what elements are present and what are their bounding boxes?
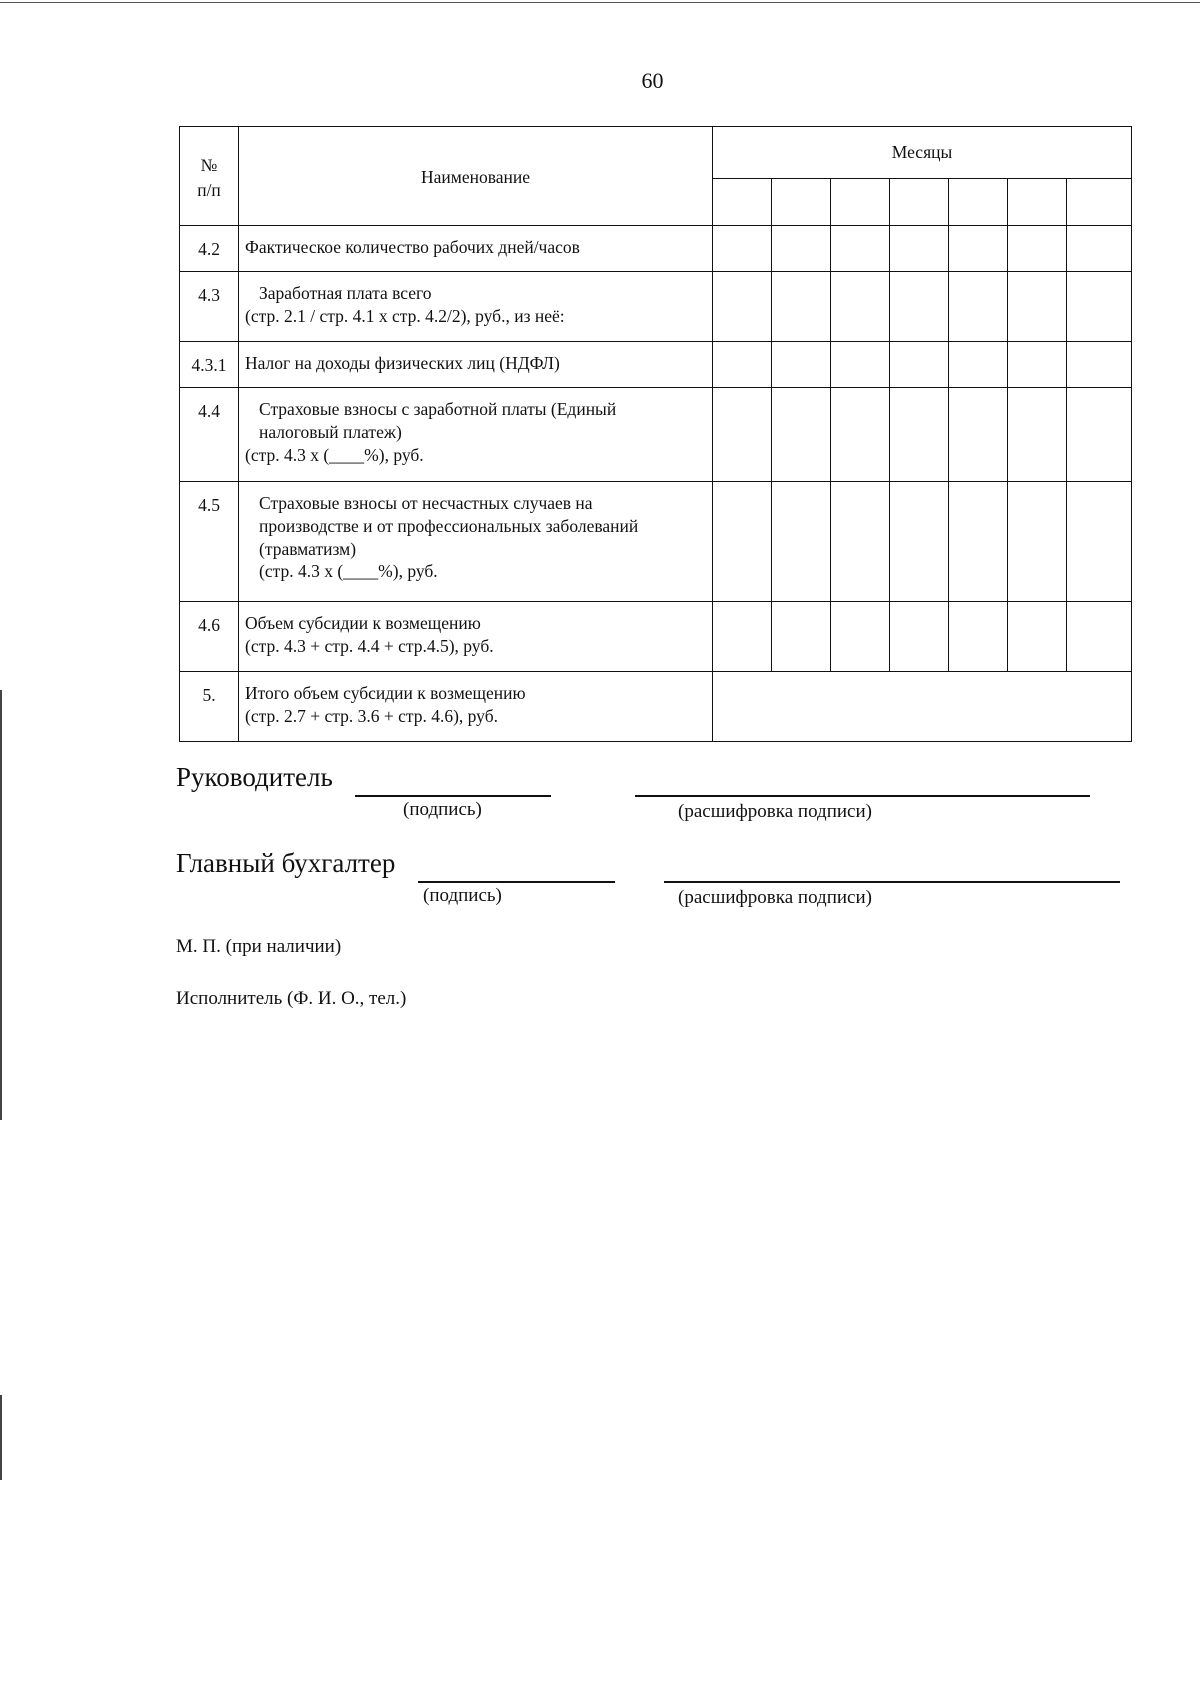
month-value-cell[interactable]	[831, 388, 890, 482]
table-row	[180, 226, 1132, 272]
row-name-line: Объем субсидии к возмещению	[245, 613, 481, 633]
row-name-line: Итого объем субсидии к возмещению	[245, 683, 526, 703]
row-name-line: производстве и от профессиональных заболеваний	[259, 515, 639, 536]
row-name-line: (травматизм)	[259, 538, 357, 559]
month-value-cell[interactable]	[949, 482, 1008, 602]
table-row	[180, 602, 1132, 672]
row-name-line: (стр. 4.3 + стр. 4.4 + стр.4.5), руб.	[245, 635, 494, 656]
accountant-name-line[interactable]	[664, 881, 1120, 883]
month-value-cell[interactable]	[1008, 482, 1067, 602]
row-number: 4.3.1	[180, 342, 239, 388]
row-name	[239, 672, 713, 742]
month-value-cell[interactable]	[1008, 602, 1067, 672]
scan-edge-line	[0, 2, 1200, 3]
month-value-cell[interactable]	[949, 602, 1008, 672]
month-value-cell[interactable]	[949, 342, 1008, 388]
row-name	[239, 602, 713, 672]
month-value-cell[interactable]	[890, 342, 949, 388]
month-value-cell[interactable]	[890, 272, 949, 342]
month-header-cell	[772, 179, 831, 226]
month-value-cell[interactable]	[1008, 342, 1067, 388]
row-number: 4.2	[180, 226, 239, 272]
month-value-cell[interactable]	[713, 388, 772, 482]
head-signature-line[interactable]	[355, 795, 551, 797]
month-value-cell[interactable]	[713, 482, 772, 602]
month-header-cell	[949, 179, 1008, 226]
row-name-line: (стр. 2.1 / стр. 4.1 х стр. 4.2/2), руб., из неё:	[245, 305, 565, 326]
month-value-cell[interactable]	[949, 388, 1008, 482]
header-months-cell: Месяцы	[713, 127, 1132, 179]
stamp-note: М. П. (при наличии)	[176, 936, 342, 957]
row-name-line: Заработная плата всего	[259, 283, 432, 303]
month-header-cell	[1067, 179, 1132, 226]
month-value-cell[interactable]	[1008, 272, 1067, 342]
row-number: 4.6	[180, 602, 239, 672]
row-name	[239, 272, 713, 342]
report-table	[179, 126, 1132, 742]
row-name	[239, 482, 713, 602]
row-name-line: Фактическое количество рабочих дней/часов	[245, 237, 580, 257]
total-value-cell[interactable]	[713, 672, 1132, 742]
month-value-cell[interactable]	[1067, 342, 1132, 388]
row-number: 4.4	[180, 388, 239, 482]
month-header-cell	[831, 179, 890, 226]
row-number: 4.3	[180, 272, 239, 342]
row-name-line: Страховые взносы от несчастных случаев на	[259, 493, 593, 513]
row-name-line: налоговый платеж)	[259, 421, 402, 442]
header-name-cell: Наименование	[239, 127, 713, 226]
month-value-cell[interactable]	[831, 482, 890, 602]
row-name	[239, 388, 713, 482]
header-number-label: п/п	[197, 180, 221, 200]
head-label: Руководитель	[176, 762, 333, 792]
month-value-cell[interactable]	[890, 602, 949, 672]
table-header-row	[180, 127, 1132, 179]
month-value-cell[interactable]	[831, 272, 890, 342]
month-value-cell[interactable]	[772, 388, 831, 482]
head-decode-caption: (расшифровка подписи)	[678, 801, 872, 822]
row-number: 4.5	[180, 482, 239, 602]
table-row	[180, 672, 1132, 742]
row-name-line: (стр. 2.7 + стр. 3.6 + стр. 4.6), руб.	[245, 705, 498, 726]
month-value-cell[interactable]	[949, 272, 1008, 342]
row-name	[239, 226, 713, 272]
scan-margin-mark	[0, 690, 2, 1120]
row-name-line: (стр. 4.3 х (____%), руб.	[259, 561, 438, 582]
head-name-line[interactable]	[635, 795, 1090, 797]
month-value-cell[interactable]	[949, 226, 1008, 272]
month-value-cell[interactable]	[831, 602, 890, 672]
row-name	[239, 342, 713, 388]
table-row	[180, 272, 1132, 342]
month-value-cell[interactable]	[1067, 482, 1132, 602]
table-row	[180, 388, 1132, 482]
accountant-signature-line[interactable]	[418, 881, 615, 883]
page-number: 60	[641, 68, 664, 93]
month-value-cell[interactable]	[713, 226, 772, 272]
month-value-cell[interactable]	[1008, 226, 1067, 272]
table-body	[180, 127, 1132, 742]
month-value-cell[interactable]	[772, 602, 831, 672]
header-number-cell	[180, 127, 239, 226]
scan-margin-mark	[0, 1395, 2, 1480]
month-value-cell[interactable]	[772, 272, 831, 342]
month-value-cell[interactable]	[890, 482, 949, 602]
month-value-cell[interactable]	[1008, 388, 1067, 482]
month-header-cell	[1008, 179, 1067, 226]
month-value-cell[interactable]	[772, 342, 831, 388]
month-header-cell	[713, 179, 772, 226]
month-value-cell[interactable]	[772, 482, 831, 602]
month-value-cell[interactable]	[831, 342, 890, 388]
month-value-cell[interactable]	[713, 272, 772, 342]
table-row	[180, 342, 1132, 388]
month-value-cell[interactable]	[713, 602, 772, 672]
head-signature-caption: (подпись)	[403, 799, 482, 820]
month-value-cell[interactable]	[713, 342, 772, 388]
accountant-signature-caption: (подпись)	[423, 885, 502, 906]
month-value-cell[interactable]	[831, 226, 890, 272]
row-name-line: Страховые взносы с заработной платы (Единый	[259, 399, 617, 419]
month-value-cell[interactable]	[890, 388, 949, 482]
month-value-cell[interactable]	[890, 226, 949, 272]
table-row	[180, 482, 1132, 602]
accountant-decode-caption: (расшифровка подписи)	[678, 887, 872, 908]
executor-note: Исполнитель (Ф. И. О., тел.)	[176, 988, 407, 1009]
month-value-cell[interactable]	[772, 226, 831, 272]
accountant-label: Главный бухгалтер	[176, 848, 396, 878]
month-value-cell[interactable]	[1067, 602, 1132, 672]
row-name-line: (стр. 4.3 х (____%), руб.	[245, 444, 424, 465]
row-number: 5.	[180, 672, 239, 742]
month-value-cell[interactable]	[1067, 226, 1132, 272]
month-value-cell[interactable]	[1067, 272, 1132, 342]
month-value-cell[interactable]	[1067, 388, 1132, 482]
row-name-line: Налог на доходы физических лиц (НДФЛ)	[245, 353, 560, 373]
header-number-sign: №	[200, 154, 218, 175]
month-header-cell	[890, 179, 949, 226]
